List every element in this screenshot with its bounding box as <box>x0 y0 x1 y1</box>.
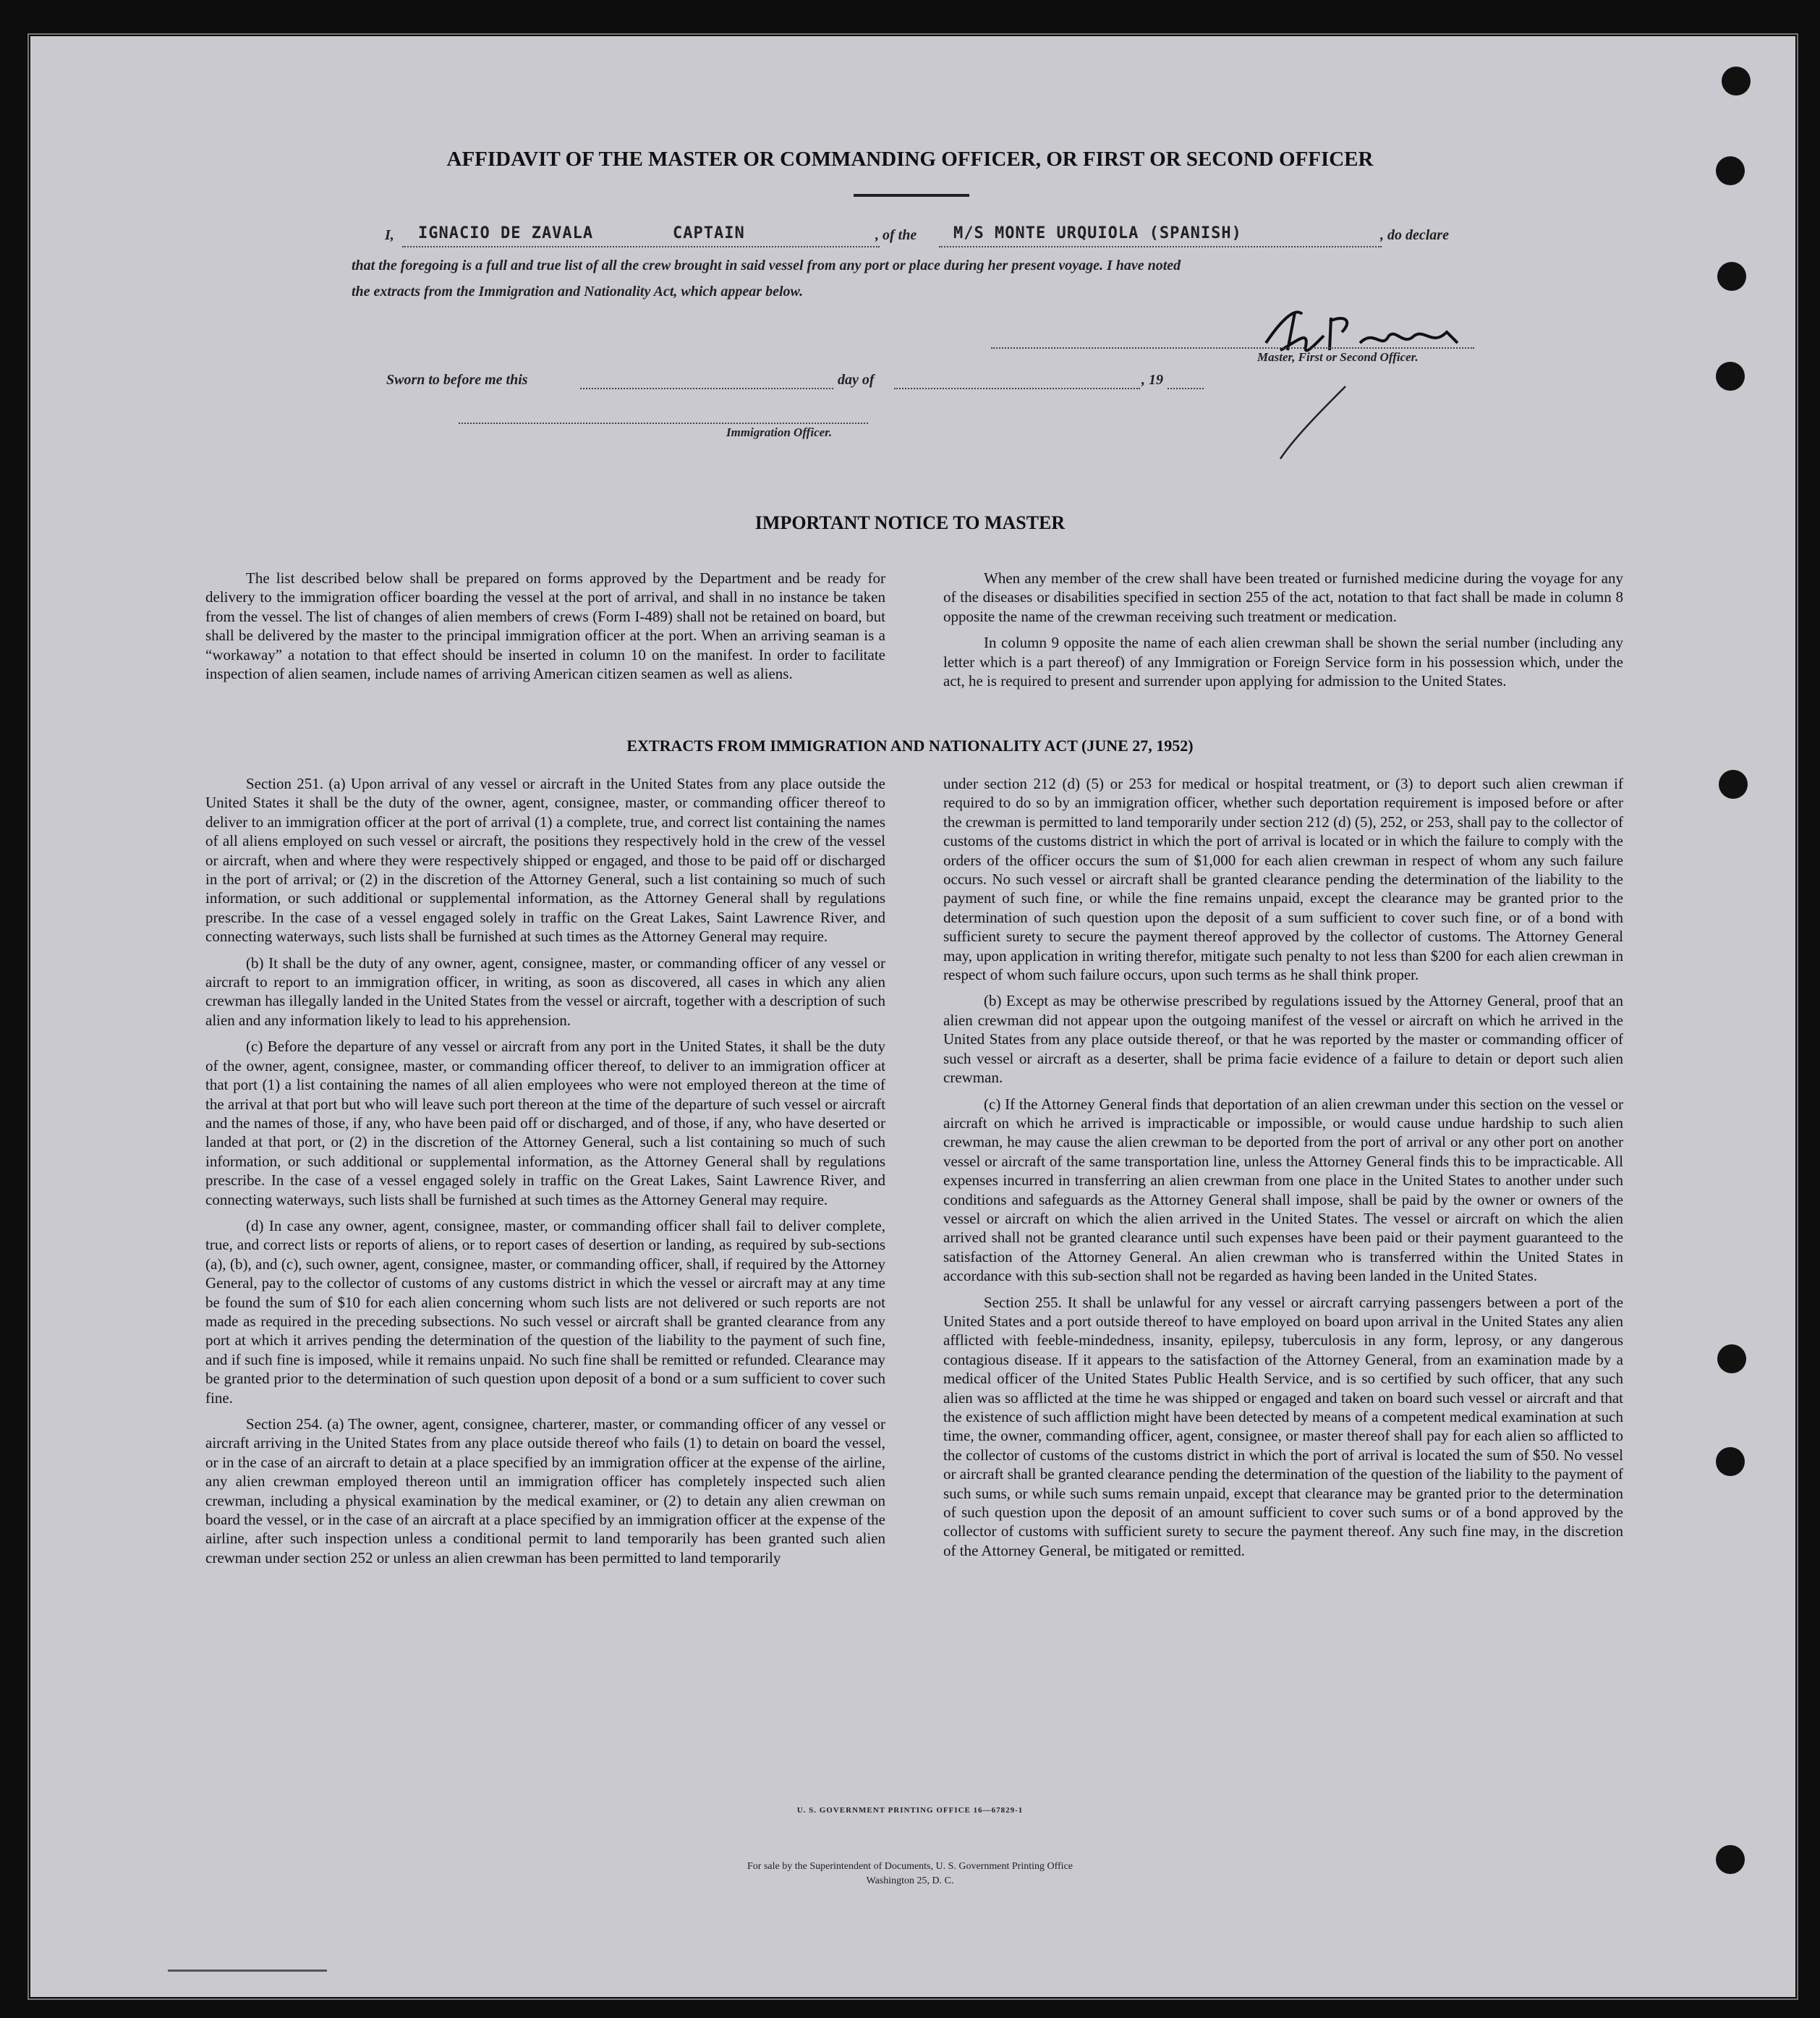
declaration-line-3: the extracts from the Immigration and Nationality Act, which appear below. <box>352 284 804 300</box>
title-underline <box>854 194 969 197</box>
extracts-left-column <box>205 774 885 1567</box>
footer-line-2: Washington 25, D. C. <box>866 1875 954 1886</box>
day-of-label: day of <box>838 372 875 388</box>
section-254a-continued: under section 212 (d) (5) or 253 for medical or hospital treatment, or (3) to deport such alien crewman if required to do so by an immigration officer, whether such deportation requirement is imposed before or after the crewman is permitted to land temporarily under section 212 (d) (5), 252, or 253, shall pay to the collector of customs of the customs district in which the port of arrival is located or in which the failure to comply with the orders of the officer occurs the sum of $1,000 for each alien crewman in respect of whom any such failure occurs. No such vessel or aircraft shall be granted clearance pending the determination of the liability to the payment of such fine, or while the fine remains unpaid, except the clearance may be granted prior to the determination of such question upon the deposit of a sum sufficient to cover such fine, or of a bond with sufficient surety to secure the payment thereof approved by the collector of customs. The Attorney General may, upon application in writing therefor, mitigate such penalty to not less than $200 for each alien crewman in respect of whom such failure occurs, upon such terms as he shall think proper. <box>943 775 1623 984</box>
name-field-line <box>402 246 880 247</box>
section-254c: (c) If the Attorney General finds that deportation of an alien crewman under this section on the vessel or aircraft on which he arrived is impracticable or impossible, or would cause undue hardship to such alien crewman, he may cause the alien crewman to be deported from the port of arrival or any other port on another vessel or aircraft of the same transportation line, unless the Attorney General finds this to be impracticable. All expenses incurred in transferring an alien crewman from one place in the United States to another under such conditions and safeguards as the Attorney General shall impose, shall be paid by the owner or owners of the vessel or aircraft on which the alien arrived in the United States. The vessel or aircraft on which the alien arrived shall not be granted clearance until such expenses have been paid or their payment guaranteed to the satisfaction of the Attorney General. An alien crewman who is transferred within the United States in accordance with this sub-section shall not be regarded as having been landed in the United States. <box>943 1095 1623 1285</box>
notice-left-column <box>205 569 885 683</box>
do-declare-label: , do declare <box>1380 227 1449 243</box>
signature-caption: Master, First or Second Officer. <box>1257 350 1419 364</box>
immigration-officer-line <box>459 423 868 424</box>
sworn-month-line <box>894 388 1140 389</box>
master-signature <box>1251 278 1483 466</box>
notice-paragraph: When any member of the crew shall have been treated or furnished medicine during the voyage for any of the diseases or disabilities specified in section 255 of the act, notation to that fact shall be made in column 8 opposite the name of the crewman receiving such treatment or medication. <box>943 569 1623 625</box>
printer-line: U. S. GOVERNMENT PRINTING OFFICE 16—67829-1 <box>796 1806 1024 1815</box>
declaration-line-2: that the foregoing is a full and true list of all the crew brought in said vessel from any port or place during her present voyage. I have noted <box>352 258 1181 274</box>
footer-line-1: For sale by the Superintendent of Documents, U. S. Government Printing Office <box>747 1861 1073 1872</box>
year-label: , 19 <box>1141 372 1163 388</box>
punch-hole <box>1717 262 1746 291</box>
affidavit-title: AFFIDAVIT OF THE MASTER OR COMMANDING OFFICER, OR FIRST OR SECOND OFFICER <box>446 148 1374 171</box>
section-251a: Section 251. (a) Upon arrival of any vessel or aircraft in the United States from any place outside the United States it shall be the duty of the owner, agent, consignee, master, or commanding officer thereof to deliver to an immigration officer at the port of arrival (1) a complete, true, and correct list containing the names of all aliens employed on such vessel or aircraft, the positions they respectively hold in the crew of the vessel or aircraft, when and where they were respectively shipped or engaged, and those to be paid off or discharged in the port of arrival; or (2) in the discretion of the Attorney General, such a list containing so much of such information, or such additional or supplemental information, as the Attorney General shall by regulations prescribe. In the case of a vessel engaged solely in traffic on the Great Lakes, Saint Lawrence River, and connecting waterways, such lists shall be furnished at such times as the Attorney General may require. <box>205 775 885 946</box>
sworn-year-line <box>1168 388 1204 389</box>
sworn-label: Sworn to before me this <box>386 372 528 388</box>
section-251b: (b) It shall be the duty of any owner, agent, consignee, master, or commanding officer of any vessel or aircraft to report to an immigration officer, in writing, as soon as discovered, all cases in which any alien crewman has illegally landed in the United States from the vessel or aircraft, together with a description of such alien and any information likely to lead to his apprehension. <box>205 954 885 1029</box>
section-251d: (d) In case any owner, agent, consignee, master, or commanding officer shall fail to deliver complete, true, and correct lists or reports of aliens, or to report cases of desertion or landing, as required by sub-sections (a), (b), and (c), such owner, agent, consignee, master, or commanding officer, shall, if required by the Attorney General, pay to the collector of customs of any customs district in which the vessel or aircraft may at any time be found the sum of $10 for each alien concerning whom such lists are not delivered or such reports are not made as required in the preceding subsections. No such vessel or aircraft shall be granted clearance from any port at which it arrives pending the determination of the question of the liability to the payment of such fine, and if such fine is imposed, while it remains unpaid. No such fine shall be remitted or refunded. Clearance may be granted prior to the determination of such question upon deposit of a bond or a sum sufficient to cover such fine. <box>205 1216 885 1407</box>
punch-hole <box>1722 67 1751 96</box>
notice-right-column <box>943 569 1623 690</box>
master-name: IGNACIO DE ZAVALA <box>418 224 594 242</box>
notice-paragraph: The list described below shall be prepared on forms approved by the Department and be ready for delivery to the immigration officer boarding the vessel at the port of arrival, and shall in no instance be taken from the vessel. The list of changes of alien members of crews (Form I-489) shall not be retained on board, but shall be delivered by the master to the principal immigration officer at the port. When an arriving seaman is a “workaway” a notation to that effect should be inserted in column 10 on the manifest. In order to facilitate inspection of alien seamen, include names of arriving American citizen seamen as well as aliens. <box>205 569 885 683</box>
section-251c: (c) Before the departure of any vessel or aircraft from any port in the United States, it shall be the duty of the owner, agent, consignee, master, or commanding officer thereof, to deliver to an immigration officer at that port (1) a list containing the names of all alien employees who were not employed thereon at the time of the arrival at that port but who will leave such port thereon at the time of the departure of such vessel or aircraft and the names of those, if any, who have been paid off or discharged, and of those, if any, who have deserted or landed at that port, or (2) in the discretion of the Attorney General, such a list containing so much of such information, or such additional or supplemental information, as the Attorney General shall by regulations prescribe. In the case of a vessel engaged solely in traffic on the Great Lakes, Saint Lawrence River, and connecting waterways, such lists shall be furnished at such times as the Attorney General may require. <box>205 1038 885 1208</box>
notice-title: IMPORTANT NOTICE TO MASTER <box>754 512 1066 533</box>
section-255: Section 255. It shall be unlawful for any vessel or aircraft carrying passengers between a port of the United States and a port outside thereof to have employed on board upon arrival in the United States any alien afflicted with feeble-mindedness, insanity, epilepsy, tuberculosis in any form, leprosy, or any dangerous contagious disease. If it appears to the satisfaction of the Attorney General, from an examination made by a medical officer of the United States Public Health Service, and is so certified by such officer, that any such alien was so afflicted at the time he was shipped or engaged and taken on board such vessel or aircraft and that the existence of such affliction might have been detected by means of a competent medical examination at such time, the owner, commanding officer, agent, consignee, or master thereof shall pay for each alien so afflicted to the collector of customs of the customs district in which the port of arrival is located the sum of $50. No vessel or aircraft shall be granted clearance pending the determination of the question of the liability to the payment of such sums, or while such sums remain unpaid, except that clearance may be granted prior to the determination of such question upon the deposit of an amount sufficient to cover such sums or of a bond approved by the collector of customs with sufficient surety to secure the payment thereof. Any such fine may, in the discretion of the Attorney General, be mitigated or remitted. <box>943 1293 1623 1559</box>
notice-paragraph: In column 9 opposite the name of each alien crewman shall be shown the serial number (including any letter which is a part thereof) of any Immigration or Foreign Service form in his possession which, under the act, he is required to present and surrender upon applying for admission to the United States. <box>943 634 1623 690</box>
vessel-name: M/S MONTE URQUIOLA (SPANISH) <box>953 224 1242 242</box>
sworn-day-line <box>580 388 833 389</box>
signature-line <box>991 347 1474 349</box>
punch-hole <box>1717 1344 1746 1373</box>
vessel-field-line <box>939 246 1382 247</box>
extracts-title: EXTRACTS FROM IMMIGRATION AND NATIONALITY ACT (JUNE 27, 1952) <box>626 737 1194 755</box>
section-254a: Section 254. (a) The owner, agent, consignee, charterer, master, or commanding officer of any vessel or aircraft arriving in the United States from any place outside thereof who fails (1) to detain on board the vessel, or in the case of an aircraft to detain at a place specified by an immigration officer at the expense of the airline, any alien crewman employed thereon until an immigration officer has completely inspected such alien crewman, including a physical examination by the medical examiner, or (2) to detain any alien crewman on board the vessel, or in the case of an aircraft at a place specified by an immigration officer at the expense of the airline, after such inspection unless a conditional permit to land temporarily has been granted such alien crewman under section 252 or unless an alien crewman has been permitted to land temporarily <box>205 1415 885 1567</box>
punch-hole <box>1716 362 1745 391</box>
i-label: I, <box>385 227 394 243</box>
master-rank: CAPTAIN <box>673 224 745 242</box>
punch-hole <box>1719 770 1748 799</box>
section-254b: (b) Except as may be otherwise prescribed by regulations issued by the Attorney General, proof that an alien crewman did not appear upon the outgoing manifest of the vessel or aircraft on which he arrived in the United States from any place outside thereof, or that he was reported by the master or commanding officer of such vessel or aircraft as a deserter, shall be prima facie evidence of a failure to detain or deport such alien crewman. <box>943 992 1623 1087</box>
punch-hole <box>1716 1447 1745 1476</box>
of-the-label: , of the <box>875 227 917 243</box>
extracts-right-column <box>943 774 1623 1560</box>
immigration-officer-caption: Immigration Officer. <box>726 425 833 439</box>
bottom-mark <box>168 1970 327 1972</box>
